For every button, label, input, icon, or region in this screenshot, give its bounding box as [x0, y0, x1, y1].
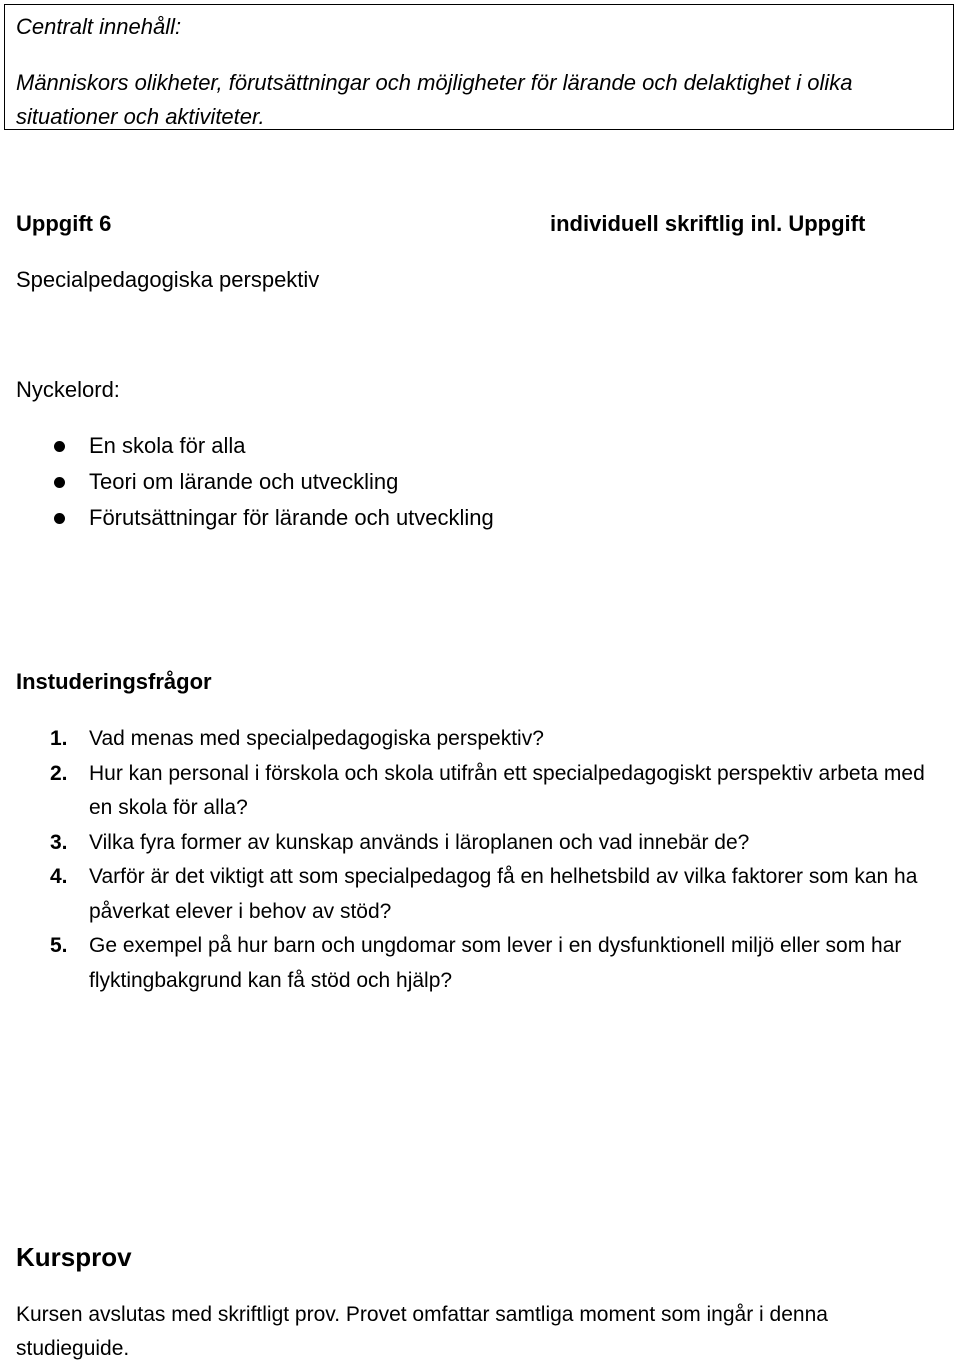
task-header: [16, 208, 946, 240]
question-item: [0, 757, 960, 826]
bullet-icon: [54, 441, 65, 452]
study-questions-heading: Instuderingsfrågor: [16, 669, 212, 694]
central-content-text: Människors olikheter, förutsättningar och möjligheter för lärande och delaktighet i olika situationer och aktiviteter.: [16, 70, 853, 129]
question-text: Varför är det viktigt att som specialpedagog få en helhetsbild av vilka faktorer som kan ha påverkat elever i behov av stöd?: [89, 865, 918, 923]
question-item: [0, 929, 960, 998]
question-text: Vilka fyra former av kunskap används i läroplanen och vad innebär de?: [89, 830, 750, 854]
question-number: 4.: [50, 865, 68, 888]
keywords-heading: Nyckelord:: [16, 377, 120, 402]
question-item: [0, 860, 960, 929]
task-title: Specialpedagogiska perspektiv: [16, 267, 320, 292]
exam-heading: Kursprov: [16, 1242, 132, 1272]
question-item: [0, 722, 960, 757]
question-text: Ge exempel på hur barn och ungdomar som lever i en dysfunktionell miljö eller som har flyktingbakgrund kan få stöd och hjälp?: [89, 934, 902, 992]
study-questions-list: [0, 722, 960, 998]
central-content-box: [4, 4, 954, 130]
bullet-icon: [54, 477, 65, 488]
central-content-heading: Centralt innehåll:: [16, 14, 182, 39]
question-number: 5.: [50, 934, 68, 957]
question-item: [0, 826, 960, 861]
bullet-icon: [54, 513, 65, 524]
question-number: 2.: [50, 761, 68, 785]
keyword-text: En skola för alla: [89, 433, 246, 458]
exam-text: Kursen avslutas med skriftligt prov. Provet omfattar samtliga moment som ingår i denna studieguide.: [16, 1303, 828, 1360]
question-number: 3.: [50, 830, 68, 854]
question-text: Hur kan personal i förskola och skola utifrån ett specialpedagogiskt perspektiv arbeta med en skola för alla?: [89, 761, 925, 819]
question-text: Vad menas med specialpedagogiska perspektiv?: [89, 727, 544, 750]
task-type: individuell skriftlig inl. Uppgift: [550, 211, 866, 236]
question-number: 1.: [50, 727, 68, 750]
keyword-text: Teori om lärande och utveckling: [89, 469, 399, 494]
keyword-text: Förutsättningar för lärande och utveckling: [89, 505, 494, 530]
task-number: Uppgift 6: [16, 211, 112, 236]
